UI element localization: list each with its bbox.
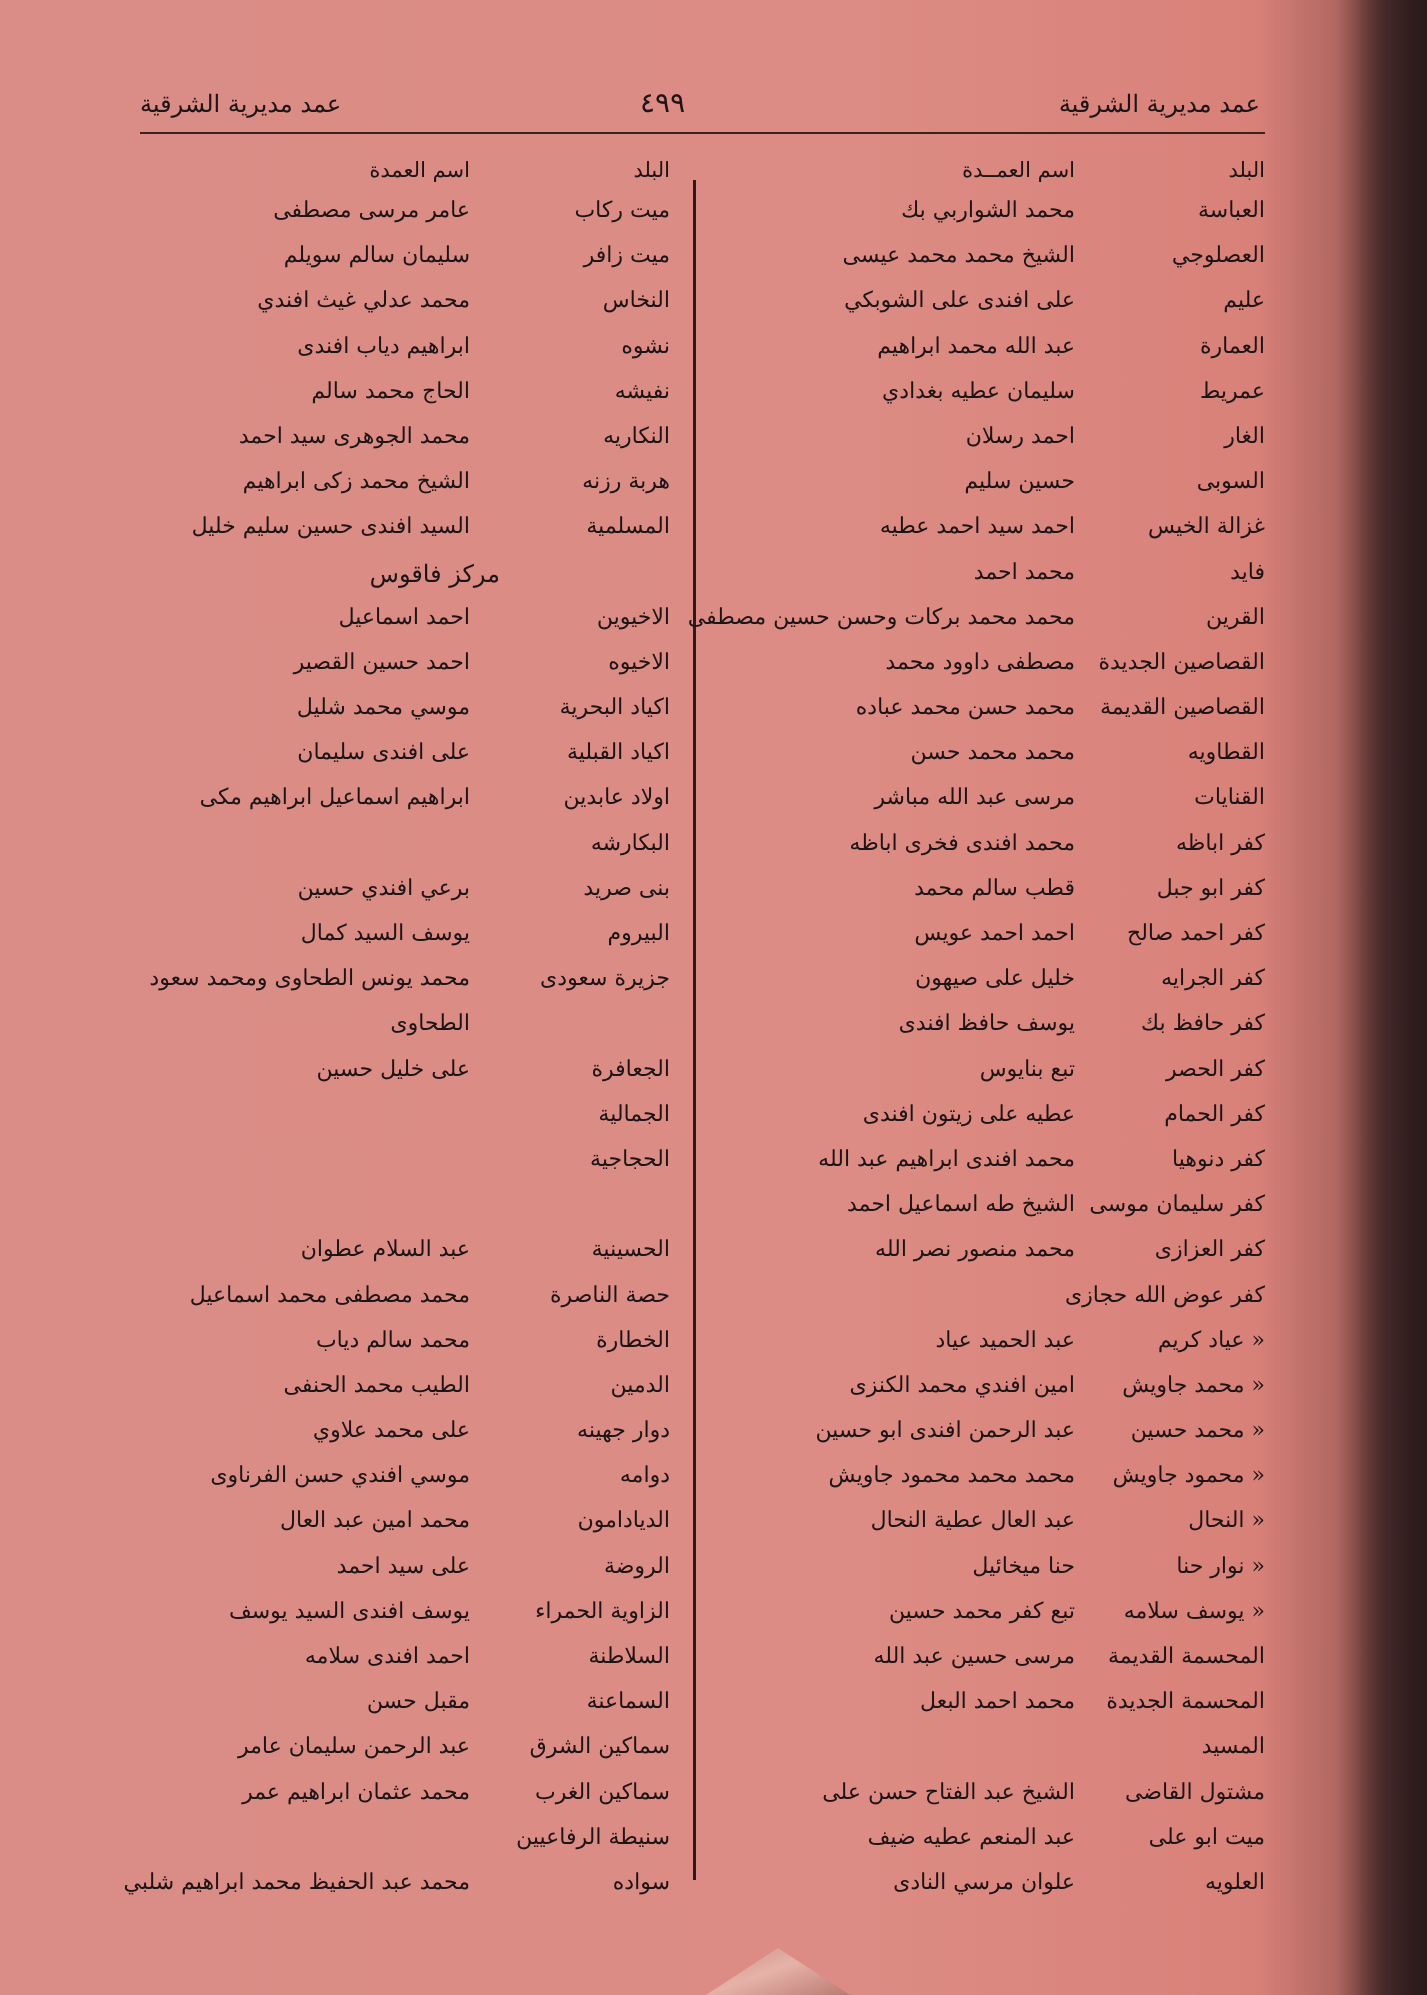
headman-name: الطحاوى [390, 1011, 470, 1037]
table-row [120, 687, 670, 732]
headman-name: على افندى سليمان [297, 740, 470, 766]
table-row [120, 371, 670, 416]
village-name: سواده [612, 1869, 670, 1895]
headman-name: مرسى عبد الله مباشر [874, 785, 1075, 811]
headman-name: محمد عبد الحفيظ محمد ابراهيم شلبي [123, 1869, 470, 1895]
headman-header: اسم العمــدة [962, 158, 1075, 182]
table-row [120, 1275, 670, 1320]
headman-name: احمد احمد عويس [914, 921, 1075, 946]
table-row [120, 1365, 670, 1410]
headman-name: عبد السلام عطوان [300, 1237, 470, 1263]
table-row [720, 1862, 1265, 1907]
table-row [120, 1184, 670, 1229]
village-name: الغار [1224, 423, 1265, 449]
village-header: البلد [633, 158, 670, 182]
headman-name: موسي افندي حسن الفرناوى [210, 1463, 470, 1489]
headman-name: عبد الرحمن سليمان عامر [238, 1734, 470, 1760]
headman-name: ابراهيم دياب افندى [297, 333, 470, 359]
headman-name: عبد الرحمن افندى ابو حسين [815, 1418, 1075, 1444]
table-row [120, 1410, 670, 1455]
table-row [720, 1500, 1265, 1545]
table-row [720, 1636, 1265, 1681]
headman-name: برعي افندي حسين [297, 875, 470, 901]
table-row [720, 1139, 1265, 1184]
page-number: ٤٩٩ [640, 86, 686, 119]
right-column [687, 150, 1265, 1907]
village-name: كفر اباظه [1176, 830, 1265, 856]
table-row [120, 326, 670, 371]
headman-name: محمد امين عبد العال [280, 1508, 470, 1534]
village-name: كفر دنوهيا [1172, 1146, 1265, 1172]
table-row [720, 1817, 1265, 1862]
table-row [720, 416, 1265, 461]
headman-name: احمد حسين القصير [293, 649, 470, 675]
table-row [720, 1365, 1265, 1410]
table-row [720, 1320, 1265, 1365]
table-row [687, 597, 1265, 642]
village-name: الزاوية الحمراء [535, 1598, 670, 1624]
table-row [120, 868, 670, 913]
village-name: اولاد عابدين [563, 785, 670, 811]
headman-name: السيد افندى حسين سليم خليل [191, 514, 470, 540]
table-row [720, 777, 1265, 822]
headman-name: محمد افندى ابراهيم عبد الله [818, 1146, 1075, 1172]
column-divider [693, 180, 696, 1880]
village-name: المسيد [1201, 1734, 1265, 1760]
village-name: القنايات [1194, 785, 1265, 811]
village-name: القطاويه [1187, 740, 1265, 766]
headman-name: عبد العال عطية النحال [870, 1508, 1075, 1534]
village-name: كفر ابو جبل [1156, 875, 1265, 901]
village-name: كفر الحصر [1166, 1056, 1265, 1082]
headman-name: مصطفى داوود محمد [885, 649, 1075, 675]
headman-name: احمد اسماعيل [338, 604, 470, 630]
village-name: « نوار حنا [1176, 1553, 1265, 1579]
village-name: اكياد البحرية [559, 695, 670, 721]
table-row [120, 280, 670, 325]
headman-name: يوسف حافظ افندى [898, 1011, 1075, 1037]
table-row [120, 1681, 670, 1726]
headman-name: محمد افندى فخرى اباظه [849, 830, 1075, 856]
village-name: العصلوجي [1171, 243, 1265, 269]
headman-name: حنا ميخائيل [972, 1553, 1075, 1579]
table-row [720, 1681, 1265, 1726]
table-row [720, 1772, 1265, 1817]
table-row [720, 506, 1265, 551]
table-row [720, 1094, 1265, 1139]
village-name: الروضة [603, 1553, 670, 1579]
header-right-title: عمد مديرية الشرقية [1058, 90, 1260, 118]
village-name: حصة الناصرة [550, 1282, 670, 1308]
table-row [120, 416, 670, 461]
village-name: السوبى [1196, 469, 1265, 495]
table-row [720, 1591, 1265, 1636]
village-name: « محمد حسين [1130, 1418, 1265, 1444]
headman-name: تبع بنايوس [979, 1056, 1075, 1082]
village-name: البيروم [607, 921, 670, 946]
headman-name: محمد منصور نصر الله [875, 1237, 1075, 1263]
village-name: دوار جهينه [577, 1418, 670, 1444]
table-row [120, 190, 670, 235]
village-name: « عياد كريم [1157, 1327, 1265, 1353]
village-name: كفر الحمام [1164, 1101, 1265, 1127]
headman-name: الطيب محمد الحنفى [283, 1372, 470, 1398]
headman-name: مرسى حسين عبد الله [873, 1644, 1075, 1669]
headman-name: محمد حسن محمد عباده [855, 695, 1075, 721]
table-row [120, 1500, 670, 1545]
village-name: المحسمة الجديدة [1106, 1689, 1265, 1715]
headman-name: علوان مرسي النادى [893, 1869, 1075, 1895]
table-row [120, 1862, 670, 1907]
headman-name: محمد عثمان ابراهيم عمر [242, 1779, 470, 1805]
table-row [720, 958, 1265, 1003]
village-name: « محمود جاويش [1112, 1463, 1265, 1489]
table-row [720, 280, 1265, 325]
book-spine-shadow [1337, 0, 1427, 1995]
table-row [120, 913, 670, 958]
village-name: غزالة الخيس [1148, 514, 1265, 540]
table-row [120, 1817, 670, 1862]
table-row [120, 642, 670, 687]
village-name: نشوه [621, 333, 670, 359]
headman-name: عبد المنعم عطيه ضيف [867, 1824, 1075, 1850]
headman-name: احمد سيد احمد عطيه [879, 514, 1075, 540]
headman-name: سليمان سالم سويلم [283, 243, 470, 269]
headman-name: محمد مصطفى محمد اسماعيل [189, 1282, 470, 1308]
headman-name: على خليل حسين [316, 1056, 470, 1082]
headman-name: الشيخ محمد زكى ابراهيم [242, 469, 470, 495]
village-name: الديادامون [577, 1508, 670, 1534]
village-name: الاخيوين [596, 604, 670, 630]
village-name: مركز فاقوس [369, 559, 500, 588]
column-header [120, 150, 670, 190]
page-header [140, 78, 1260, 128]
table-row [720, 1455, 1265, 1500]
headman-name: الحاج محمد سالم [311, 378, 470, 404]
village-name: سماكين الغرب [535, 1779, 670, 1805]
table-row [120, 1636, 670, 1681]
village-name: النخاس [602, 288, 670, 314]
headman-name: محمد عدلي غيث افندي [257, 288, 470, 314]
village-name: كفر احمد صالح [1127, 921, 1265, 946]
table-row [720, 913, 1265, 958]
headman-name: موسي محمد شليل [296, 695, 470, 721]
village-name: « محمد جاويش [1122, 1372, 1265, 1398]
village-name: العباسة [1198, 198, 1265, 223]
village-name: الخطارة [596, 1327, 670, 1353]
village-name: فايد [1230, 559, 1265, 585]
table-row [120, 1772, 670, 1817]
left-column [120, 150, 670, 1907]
village-name: « النحال [1188, 1508, 1265, 1534]
headman-name: على سيد احمد [336, 1553, 470, 1579]
table-row [120, 506, 670, 551]
village-name: نفيشه [614, 378, 670, 404]
headman-name: محمد احمد البعل [920, 1689, 1075, 1715]
village-name: كفر حافظ بك [1140, 1011, 1265, 1037]
headman-name: سليمان عطيه بغدادي [882, 378, 1075, 404]
section-title [120, 552, 670, 597]
village-name: النكاريه [603, 423, 670, 449]
headman-name: امين افندي محمد الكنزى [849, 1372, 1075, 1398]
headman-name: عبد الحميد عياد [935, 1327, 1075, 1353]
village-name: اكياد القبلية [566, 740, 670, 766]
village-name: السلاطنة [588, 1644, 670, 1669]
headman-name: مقبل حسن [366, 1689, 470, 1715]
village-name: مشتول القاضى [1124, 1779, 1265, 1805]
table-row [120, 1546, 670, 1591]
village-name: المحسمة القديمة [1108, 1644, 1265, 1669]
table-row [120, 235, 670, 280]
table-row [720, 461, 1265, 506]
village-name: كفر سليمان موسى [1089, 1192, 1265, 1218]
headman-name: محمد يونس الطحاوى ومحمد سعود [149, 966, 470, 992]
headman-name: محمد احمد [973, 559, 1075, 585]
table-row [720, 1229, 1265, 1274]
village-name: سنيطة الرفاعيين [516, 1824, 670, 1850]
header-left-title: عمد مديرية الشرقية [140, 90, 342, 118]
table-row [720, 732, 1265, 777]
headman-name: على افندى على الشوبكي [844, 288, 1075, 314]
village-name: كفر العزازى [1154, 1237, 1265, 1263]
village-name: سماكين الشرق [529, 1734, 670, 1760]
table-row [120, 461, 670, 506]
table-row [720, 326, 1265, 371]
headman-name: احمد رسلان [965, 423, 1075, 449]
village-name: عليم [1223, 288, 1265, 314]
village-header: البلد [1228, 158, 1265, 182]
table-row [720, 687, 1265, 732]
headman-name: محمد محمد بركات وحسن حسين مصطفى [687, 604, 1075, 630]
headman-name: محمد الجوهرى سيد احمد [238, 423, 470, 449]
headman-name: الشيخ طه اسماعيل احمد [847, 1192, 1075, 1218]
village-name: « يوسف سلامه [1123, 1598, 1265, 1624]
table-row [720, 823, 1265, 868]
table-row [720, 1184, 1265, 1229]
village-name: كفر عوض الله حجازى [1064, 1282, 1265, 1308]
village-name: الجعافرة [591, 1056, 670, 1082]
header-rule [140, 132, 1265, 134]
village-name: المسلمية [586, 514, 670, 540]
village-name: دوامه [619, 1463, 670, 1489]
column-header [720, 150, 1265, 190]
headman-name: احمد افندى سلامه [304, 1644, 470, 1669]
headman-name: على محمد علاوي [312, 1418, 470, 1444]
village-name: كفر الجرايه [1161, 966, 1265, 992]
headman-name: محمد سالم دياب [315, 1327, 470, 1353]
table-row [120, 597, 670, 642]
village-name: هربة رزنه [582, 469, 670, 495]
table-row [120, 1320, 670, 1365]
table-row [720, 1003, 1265, 1048]
headman-name: عبد الله محمد ابراهيم [877, 333, 1075, 359]
village-name: عمريط [1200, 378, 1265, 404]
village-name: العلويه [1205, 1869, 1265, 1895]
headman-name: عامر مرسى مصطفى [273, 198, 470, 223]
village-name: القصاصين الجديدة [1098, 649, 1265, 675]
village-name: البكارشه [590, 830, 670, 856]
headman-name: محمد الشواربي بك [901, 198, 1075, 223]
village-name: العمارة [1199, 333, 1265, 359]
headman-name: عطيه على زيتون افندى [862, 1101, 1075, 1127]
table-row [720, 1546, 1265, 1591]
headman-name: خليل على صيهون [915, 966, 1075, 992]
village-name: الجمالية [598, 1101, 670, 1127]
table-row [120, 1094, 670, 1139]
headman-name: تبع كفر محمد حسين [888, 1598, 1075, 1624]
table-row [120, 732, 670, 777]
headman-name: قطب سالم محمد [914, 875, 1075, 901]
village-name: الحجاجية [590, 1146, 670, 1172]
headman-name: الشيخ عبد الفتاح حسن على [822, 1779, 1075, 1805]
village-name: بنى صريد [583, 875, 670, 901]
table-row [720, 1049, 1265, 1094]
table-row [720, 1275, 1265, 1320]
table-row [120, 958, 670, 1003]
table-row [720, 1410, 1265, 1455]
table-row [120, 823, 670, 868]
headman-name: يوسف افندى السيد يوسف [228, 1598, 470, 1624]
village-name: السماعنة [586, 1689, 670, 1715]
village-name: القرين [1206, 604, 1265, 630]
table-row [720, 1726, 1265, 1771]
table-row [120, 1139, 670, 1184]
village-name: جزيرة سعودى [540, 966, 670, 992]
table-row [120, 1591, 670, 1636]
headman-name: الشيخ محمد محمد عيسى [842, 243, 1075, 269]
table-row [120, 1726, 670, 1771]
village-name: القصاصين القديمة [1100, 695, 1265, 721]
table-row [720, 371, 1265, 416]
village-name: ميت ركاب [574, 198, 670, 223]
village-name: الدمين [610, 1372, 670, 1398]
village-name: الحسينية [591, 1237, 670, 1263]
table-row [720, 642, 1265, 687]
village-name: ميت زافر [583, 243, 670, 269]
headman-name: محمد محمد حسن [910, 740, 1075, 766]
table-row [720, 235, 1265, 280]
headman-name: محمد محمد محمود جاويش [828, 1463, 1075, 1489]
table-row [720, 190, 1265, 235]
table-row [120, 777, 670, 822]
headman-name: يوسف السيد كمال [300, 921, 470, 946]
headman-name: حسين سليم [964, 469, 1075, 495]
table-row [120, 1455, 670, 1500]
village-name: الاخيوه [608, 649, 670, 675]
village-name: ميت ابو على [1148, 1824, 1265, 1850]
table-row [720, 552, 1265, 597]
table-row [720, 868, 1265, 913]
table-row [120, 1049, 670, 1094]
headman-name: ابراهيم اسماعيل ابراهيم مكى [199, 785, 470, 811]
table-row [120, 1003, 670, 1048]
headman-header: اسم العمدة [369, 158, 470, 182]
table-row [120, 1229, 670, 1274]
